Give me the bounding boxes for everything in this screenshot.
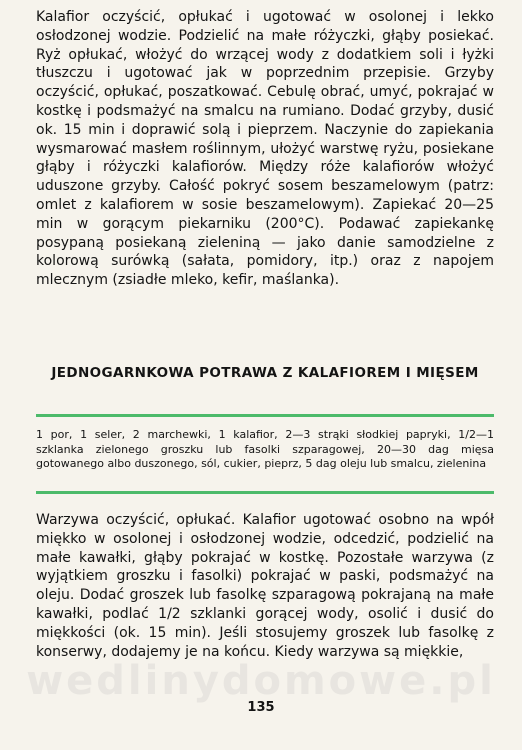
ingredients-list: 1 por, 1 seler, 2 marchewki, 1 kalafior, 2—3 strąki słodkiej papryki, 1/2—1 szklanka zielonego groszku lub fasolki szparagowej, 20—30 dag mięsa gotowanego albo duszonego, sól, cukier, pieprz, 5 dag oleju lub smalcu, zielenina: [36, 428, 494, 470]
ingredients-top-rule: [36, 414, 494, 417]
intro-paragraph: Kalafior oczyścić, opłukać i ugotować w osolonej i lekko osłodzonej wodzie. Podzielić na małe różyczki, głąby posiekać. Ryż opłukać, włożyć do wrzącej wody z dodatkiem soli i łyżki tłuszczu i ugotować jak w poprzednim przepisie. Grzyby oczyścić, opłukać, poszatkować. Cebulę obrać, umyć, pokrajać w kostkę i podsmażyć na smalcu na rumiano. Dodać grzyby, dusić ok. 15 min i doprawić solą i pieprzem. Naczynie do zapiekania wysmarować masłem roślinnym, ułożyć warstwę ryżu, posiekane głąby i różyczki kalafiorów. Między róże kalafiorów włożyć uduszone grzyby. Całość pokryć sosem beszamelowym (patrz: omlet z kalafiorem w sosie beszamelowym). Zapiekać 20—25 min w gorącym piekarniku (200°C). Podawać zapiekankę posypaną posiekaną zieleniną — jako danie samodzielne z kolorową surówką (sałata, pomidory, itp.) oraz z napojem mlecznym (zsiadłe mleko, kefir, maślanka).: [36, 9, 494, 289]
method-paragraph: Warzywa oczyścić, opłukać. Kalafior ugotować osobno na wpół miękko w osolonej i osłodzonej wodzie, odcedzić, podzielić na małe kawałki, głąby pokrajać w kostkę. Pozostałe warzywa (z wyjątkiem groszku i fasolki) pokrajać w paski, podsmażyć na oleju. Dodać groszek lub fasolkę szparagową pokrajaną na małe kawałki, podlać 1/2 szklanki gorącej wody, osolić i dusić do miękkości (ok. 15 min). Jeśli stosujemy groszek lub fasolkę z konserwy, dodajemy je na końcu. Kiedy warzywa są miękkie,: [36, 512, 494, 660]
ingredients-bottom-rule: [36, 491, 494, 494]
recipe-title: JEDNOGARNKOWA POTRAWA Z KALAFIOREM I MIĘSEM: [51, 365, 479, 381]
watermark: wedlinydomowe.pl: [26, 658, 496, 704]
page-number: 135: [247, 700, 275, 715]
